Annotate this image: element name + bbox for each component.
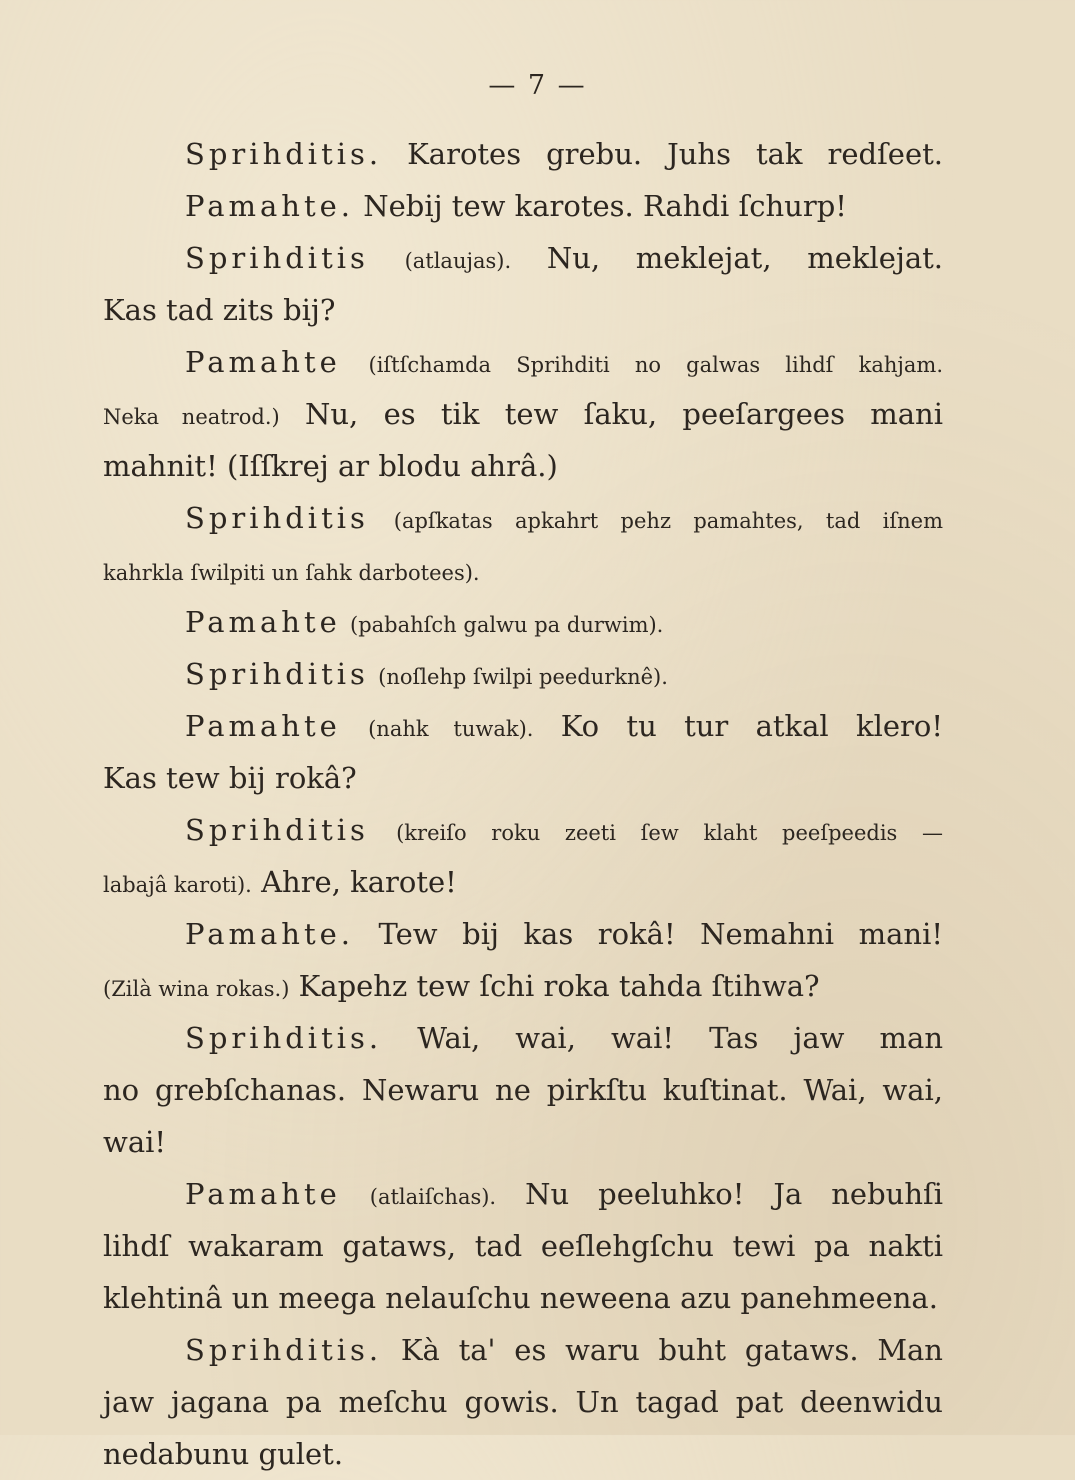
stage-direction: (iſtſchamda Sprihditi no galwas lihdſ kahjam. (368, 353, 944, 377)
text-line (103, 284, 943, 336)
stage-direction: labajâ karoti). (103, 873, 252, 897)
dialogue-text: Kas tad zits bij? (103, 293, 336, 327)
stage-direction: kahrkla ſwilpiti un ſahk darbotees). (103, 561, 480, 585)
stage-direction: Neka neatrod.) (103, 405, 280, 429)
play-text (103, 128, 943, 1480)
speaker-name: Sprihditis (185, 241, 369, 275)
text-line (103, 128, 943, 180)
dialogue-text: klehtinâ un meega nelauſchu neweena azu panehmeena. (103, 1281, 938, 1315)
dialogue-text: Ko tu tur atkal klero! (560, 709, 944, 743)
text-line (103, 336, 943, 388)
text-line (103, 1168, 943, 1220)
stage-direction: (kreiſo roku zeeti ſew klaht peeſpeedis — (396, 821, 943, 845)
dialogue-text: Nu peeluhko! Ja nebuhſi (525, 1177, 944, 1211)
text-line (103, 752, 943, 804)
dialogue-text: Kapehz tew ſchi roka tahda ſtihwa? (298, 969, 820, 1003)
text-line (103, 856, 943, 908)
dialogue-text: Kà ta' es waru buht gataws. Man (400, 1333, 943, 1367)
stage-direction: (atlaujas). (404, 249, 512, 273)
text-line (103, 544, 943, 596)
speaker-name: Pamahte (185, 345, 341, 379)
dialogue-text: no grebſchanas. Newaru ne pirkſtu kuſtinat. Wai, wai, (103, 1073, 943, 1107)
speaker-name: Sprihditis. (185, 1333, 383, 1367)
text-line (103, 1428, 943, 1480)
text-line (103, 1376, 943, 1428)
dialogue-text: Nu, es tik tew ſaku, peeſargees mani (305, 397, 943, 431)
stage-direction: (noſlehp ſwilpi peedurknê). (378, 665, 668, 689)
text-line (103, 1116, 943, 1168)
dialogue-text: mahnit! (Iſſkrej ar blodu ahrâ.) (103, 449, 558, 483)
text-line (103, 1272, 943, 1324)
speaker-name: Pamahte. (185, 189, 354, 223)
text-line (103, 440, 943, 492)
text-line (103, 648, 943, 700)
dialogue-text: Nu, meklejat, meklejat. (546, 241, 944, 275)
speaker-name: Sprihditis. (185, 1021, 383, 1055)
speaker-name: Pamahte (185, 1177, 341, 1211)
text-line (103, 960, 943, 1012)
text-line (103, 596, 943, 648)
text-line (103, 908, 943, 960)
stage-direction: (nahk tuwak). (368, 717, 534, 741)
page-number: — 7 — (488, 70, 587, 101)
text-line (103, 492, 943, 544)
dialogue-text: Kas tew bij rokâ? (103, 761, 357, 795)
dialogue-text: nedabunu gulet. (103, 1437, 344, 1471)
dialogue-text: Ahre, karote! (261, 865, 457, 899)
dialogue-text: wai! (103, 1125, 167, 1159)
dialogue-text: jaw jagana pa meſchu gowis. Un tagad pat deenwidu (103, 1385, 943, 1419)
text-line (103, 232, 943, 284)
text-line (103, 388, 943, 440)
text-line (103, 1012, 943, 1064)
dialogue-text: Tew bij kas rokâ! Nemahni mani! (378, 917, 943, 951)
speaker-name: Pamahte (185, 709, 341, 743)
speaker-name: Sprihditis. (185, 137, 383, 171)
text-line (103, 804, 943, 856)
speaker-name: Sprihditis (185, 813, 369, 847)
text-line (103, 1064, 943, 1116)
text-line (103, 180, 943, 232)
dialogue-text: lihdſ wakaram gataws, tad eeſlehgſchu tewi pa nakti (103, 1229, 943, 1263)
dialogue-text: Wai, wai, wai! Tas jaw man (417, 1021, 944, 1055)
text-line (103, 1324, 943, 1376)
speaker-name: Sprihditis (185, 501, 369, 535)
dialogue-text: Karotes grebu. Juhs tak redſeet. (407, 137, 944, 171)
speaker-name: Pamahte (185, 605, 341, 639)
stage-direction: (Zilà wina rokas.) (103, 977, 290, 1001)
stage-direction: (atlaiſchas). (369, 1185, 497, 1209)
stage-direction: (apſkatas apkahrt pehz pamahtes, tad iſnem (393, 509, 944, 533)
speaker-name: Pamahte. (185, 917, 354, 951)
speaker-name: Sprihditis (185, 657, 369, 691)
text-line (103, 1220, 943, 1272)
stage-direction: (pabahſch galwu pa durwim). (350, 613, 664, 637)
text-line (103, 700, 943, 752)
dialogue-text: Nebij tew karotes. Rahdi ſchurp! (363, 189, 847, 223)
